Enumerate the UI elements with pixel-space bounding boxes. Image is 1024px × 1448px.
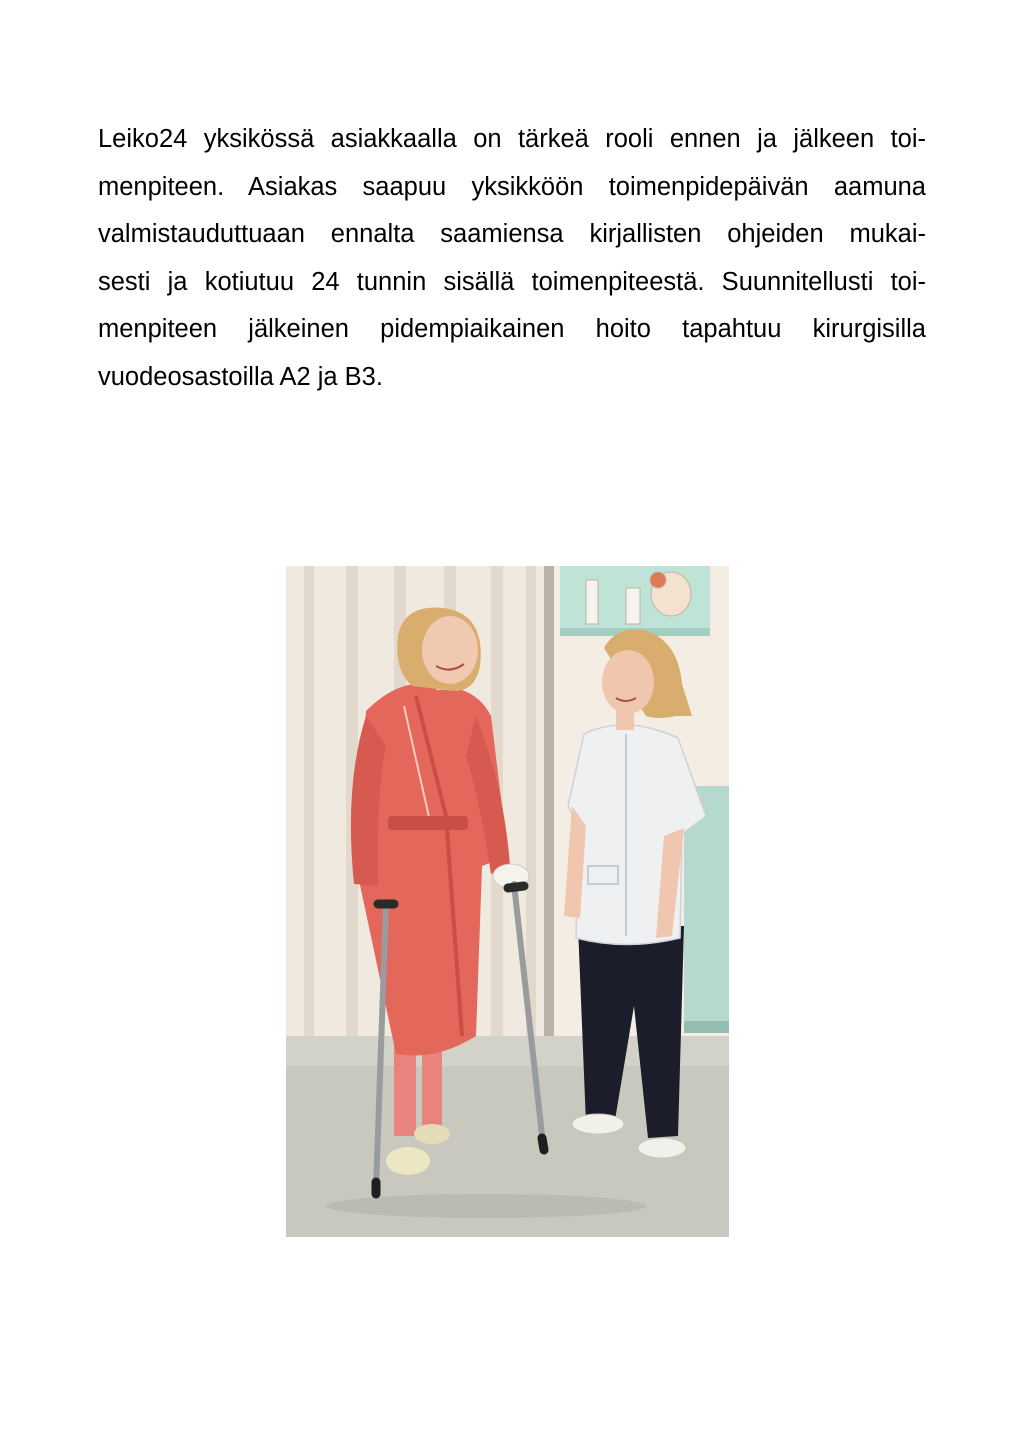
nurse-face xyxy=(602,650,654,714)
door-frame xyxy=(544,566,554,1086)
photo-patient-and-nurse xyxy=(286,566,729,1237)
paragraph-line-5: menpiteen jälkeinen pidempiaikainen hoito tapahtuu kirurgisilla xyxy=(98,315,926,344)
paragraph-line-2: menpiteen. Asiakas saapuu yksikköön toimenpidepäivän aamuna xyxy=(98,172,926,201)
paragraph-line-3: valmistauduttuaan ennalta saamiensa kirjallisten ohjeiden mukai- xyxy=(98,220,926,249)
paragraph-line-6: vuodeosastoilla A2 ja B3. xyxy=(98,362,383,391)
paragraph-line-4: sesti ja kotiutuu 24 tunnin sisällä toimenpiteestä. Suunnitellusti toi- xyxy=(98,267,926,296)
photo-illustration xyxy=(286,566,729,1237)
patient-face xyxy=(422,616,478,684)
body-paragraph xyxy=(98,116,926,402)
paragraph-line-1: Leiko24 yksikössä asiakkaalla on tärkeä rooli ennen ja jälkeen toi- xyxy=(98,125,926,153)
slipper-right xyxy=(414,1124,450,1144)
slipper-left xyxy=(386,1147,430,1175)
